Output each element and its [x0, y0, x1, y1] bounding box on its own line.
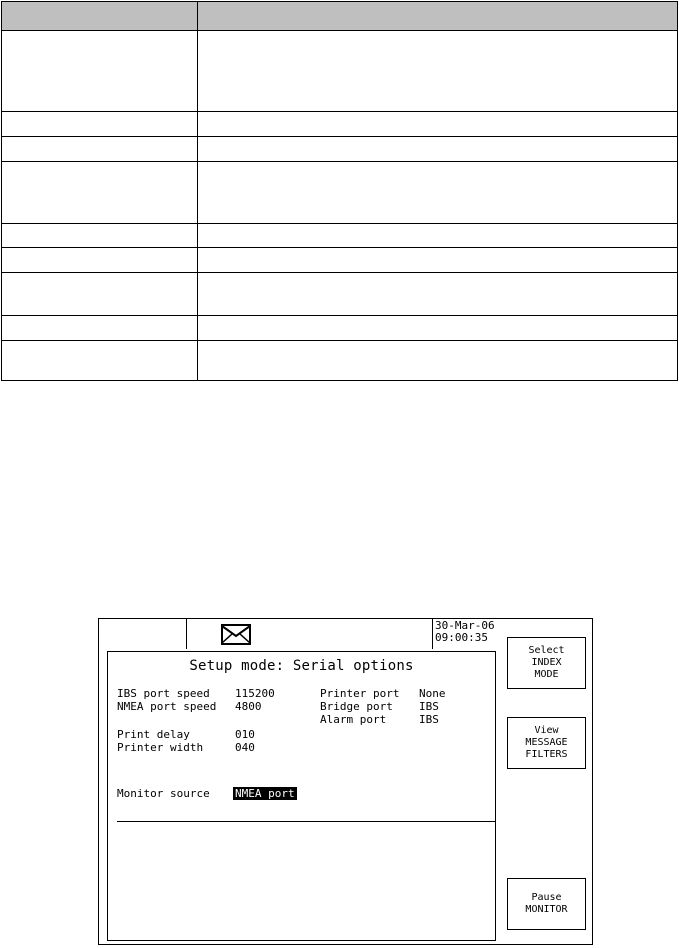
date-text: 30-Mar-06 [435, 619, 495, 632]
table-header-cell [2, 2, 198, 31]
softkey-label: MONITOR [525, 904, 568, 915]
pause-monitor-button[interactable] [507, 878, 586, 930]
time-text: 09:00:35 [435, 631, 488, 644]
table-cell [198, 273, 678, 316]
softkey-label: MESSAGE [525, 737, 568, 748]
monitor-source-label: Monitor source [117, 787, 210, 800]
print-delay-value[interactable]: 010 [235, 728, 255, 741]
table-row [2, 112, 678, 137]
table-row [2, 273, 678, 316]
table-cell [2, 31, 198, 112]
softkey-label: View [534, 725, 559, 736]
table-cell [2, 273, 198, 316]
table-cell [2, 112, 198, 137]
table-row [2, 341, 678, 381]
table-cell [198, 224, 678, 248]
printer-port-label: Printer port [320, 687, 400, 700]
table-row [2, 162, 678, 224]
table-cell [198, 31, 678, 112]
divider [117, 821, 495, 822]
table-cell [198, 341, 678, 381]
page-title: Setup mode: Serial options [189, 658, 414, 674]
softkey-label: Select [528, 645, 565, 656]
table-row [2, 224, 678, 248]
table-row [2, 137, 678, 162]
softkey-label: INDEX [531, 657, 562, 668]
printer-port-value[interactable]: None [419, 687, 446, 700]
table-cell [198, 248, 678, 273]
softkey-label: MODE [534, 669, 559, 680]
device-screen [98, 618, 593, 945]
ibs-port-speed-value[interactable]: 115200 [235, 687, 275, 700]
topbar-divider [186, 619, 187, 649]
table-cell [2, 248, 198, 273]
select-index-mode-button[interactable] [507, 637, 586, 689]
printer-width-label: Printer width [117, 741, 204, 754]
document-table [1, 1, 678, 381]
nmea-port-speed-value[interactable]: 4800 [235, 700, 262, 713]
table-cell [2, 137, 198, 162]
table-row [2, 316, 678, 341]
table-cell [198, 316, 678, 341]
nmea-port-speed-label: NMEA port speed [117, 700, 217, 713]
table-header-cell [198, 2, 678, 31]
monitor-source-value[interactable]: NMEA port [235, 787, 295, 800]
table-cell [2, 224, 198, 248]
table-cell [2, 316, 198, 341]
datetime-display [435, 620, 495, 644]
alarm-port-value[interactable]: IBS [419, 713, 439, 726]
bridge-port-value[interactable]: IBS [419, 700, 439, 713]
table-cell [2, 341, 198, 381]
view-message-filters-button[interactable] [507, 717, 586, 769]
topbar-divider [432, 619, 433, 649]
printer-width-value[interactable]: 040 [235, 741, 255, 754]
ibs-port-speed-label: IBS port speed [117, 687, 210, 700]
table-header-row [2, 2, 678, 31]
table-row [2, 31, 678, 112]
table-cell [198, 112, 678, 137]
bridge-port-label: Bridge port [320, 700, 393, 713]
table-cell [198, 137, 678, 162]
table-cell [198, 162, 678, 224]
softkey-label: FILTERS [525, 749, 568, 760]
table-row [2, 248, 678, 273]
main-panel [107, 651, 496, 941]
print-delay-label: Print delay [117, 728, 190, 741]
alarm-port-label: Alarm port [320, 713, 387, 726]
table-cell [2, 162, 198, 224]
envelope-icon [221, 624, 251, 645]
softkey-label: Pause [531, 892, 562, 903]
